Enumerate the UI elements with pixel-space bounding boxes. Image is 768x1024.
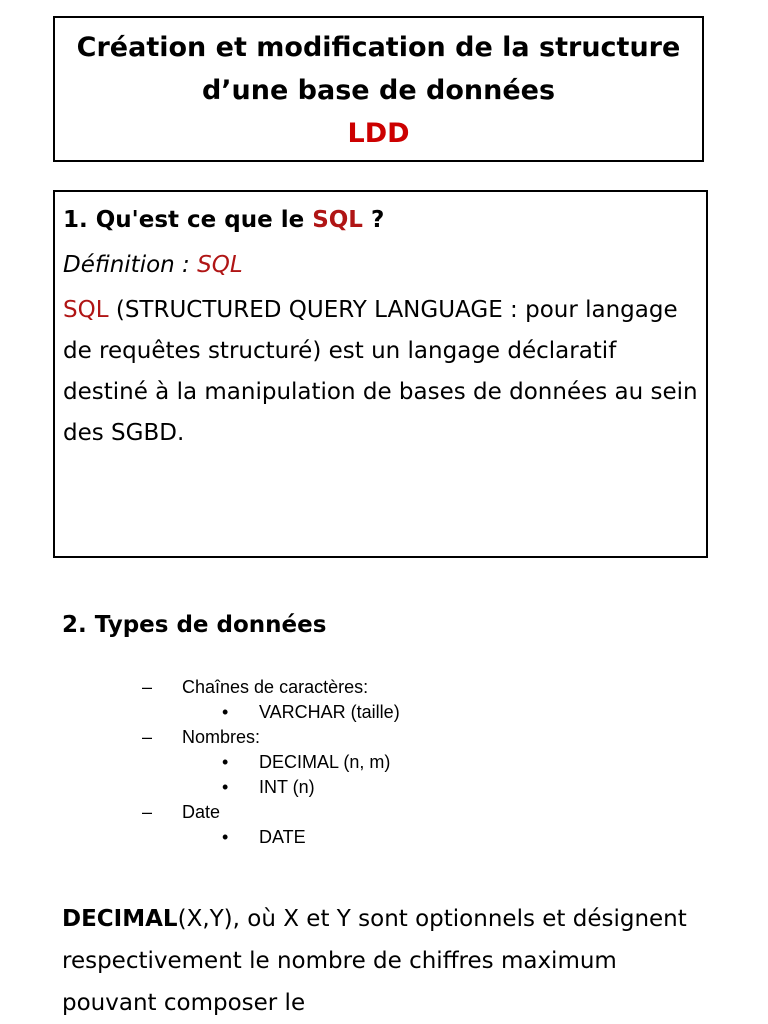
definition-label: Définition : xyxy=(63,252,198,278)
type-group-strings xyxy=(142,675,400,700)
bullet-icon: • xyxy=(222,777,229,797)
section1-heading xyxy=(63,200,698,240)
group-label: Chaînes de caractères: xyxy=(182,677,369,697)
heading-sql-term: SQL xyxy=(312,207,363,233)
bullet-icon: • xyxy=(222,827,229,847)
decimal-note xyxy=(62,898,702,1024)
decimal-text: (X,Y), où X et Y sont optionnels et désignent respectivement le nombre de chiffres maximum pouvant composer le xyxy=(62,906,687,1016)
heading-prefix: 1. Qu'est ce que le xyxy=(63,207,313,233)
list-item xyxy=(142,750,400,775)
decimal-term: DECIMAL xyxy=(62,906,178,932)
heading-suffix: ? xyxy=(362,207,385,233)
body-text: (STRUCTURED QUERY LANGUAGE : pour langage de requêtes structuré) est un langage déclaratif destiné à la manipulation de bases de données au sein des SGBD. xyxy=(63,297,698,446)
definition-line xyxy=(63,240,698,290)
sql-definition-box xyxy=(53,190,708,558)
dash: – xyxy=(142,802,153,822)
list-item xyxy=(142,775,400,800)
dash: – xyxy=(142,727,153,747)
title-line-1: Création et modification de la structure xyxy=(76,32,681,63)
type-name: INT (n) xyxy=(259,777,315,797)
type-name: DECIMAL (n, m) xyxy=(259,752,391,772)
data-types-list xyxy=(142,675,400,850)
type-group-numbers xyxy=(142,725,400,750)
body-sql-term: SQL xyxy=(63,297,109,323)
bullet-icon: • xyxy=(222,752,229,772)
type-group-date xyxy=(142,800,400,825)
dash: – xyxy=(142,677,153,697)
definition-term: SQL xyxy=(197,252,243,278)
section2-heading: 2. Types de données xyxy=(62,612,327,638)
list-item xyxy=(142,700,400,725)
title-line-2: d’une base de données xyxy=(201,75,556,106)
title-box xyxy=(53,16,704,162)
group-label: Nombres: xyxy=(182,727,261,747)
type-name: DATE xyxy=(259,827,306,847)
type-name: VARCHAR (taille) xyxy=(259,702,400,722)
sql-description xyxy=(63,290,698,454)
list-item xyxy=(142,825,400,850)
bullet-icon: • xyxy=(222,702,229,722)
title-ldd: LDD xyxy=(347,118,410,149)
group-label: Date xyxy=(182,802,221,822)
